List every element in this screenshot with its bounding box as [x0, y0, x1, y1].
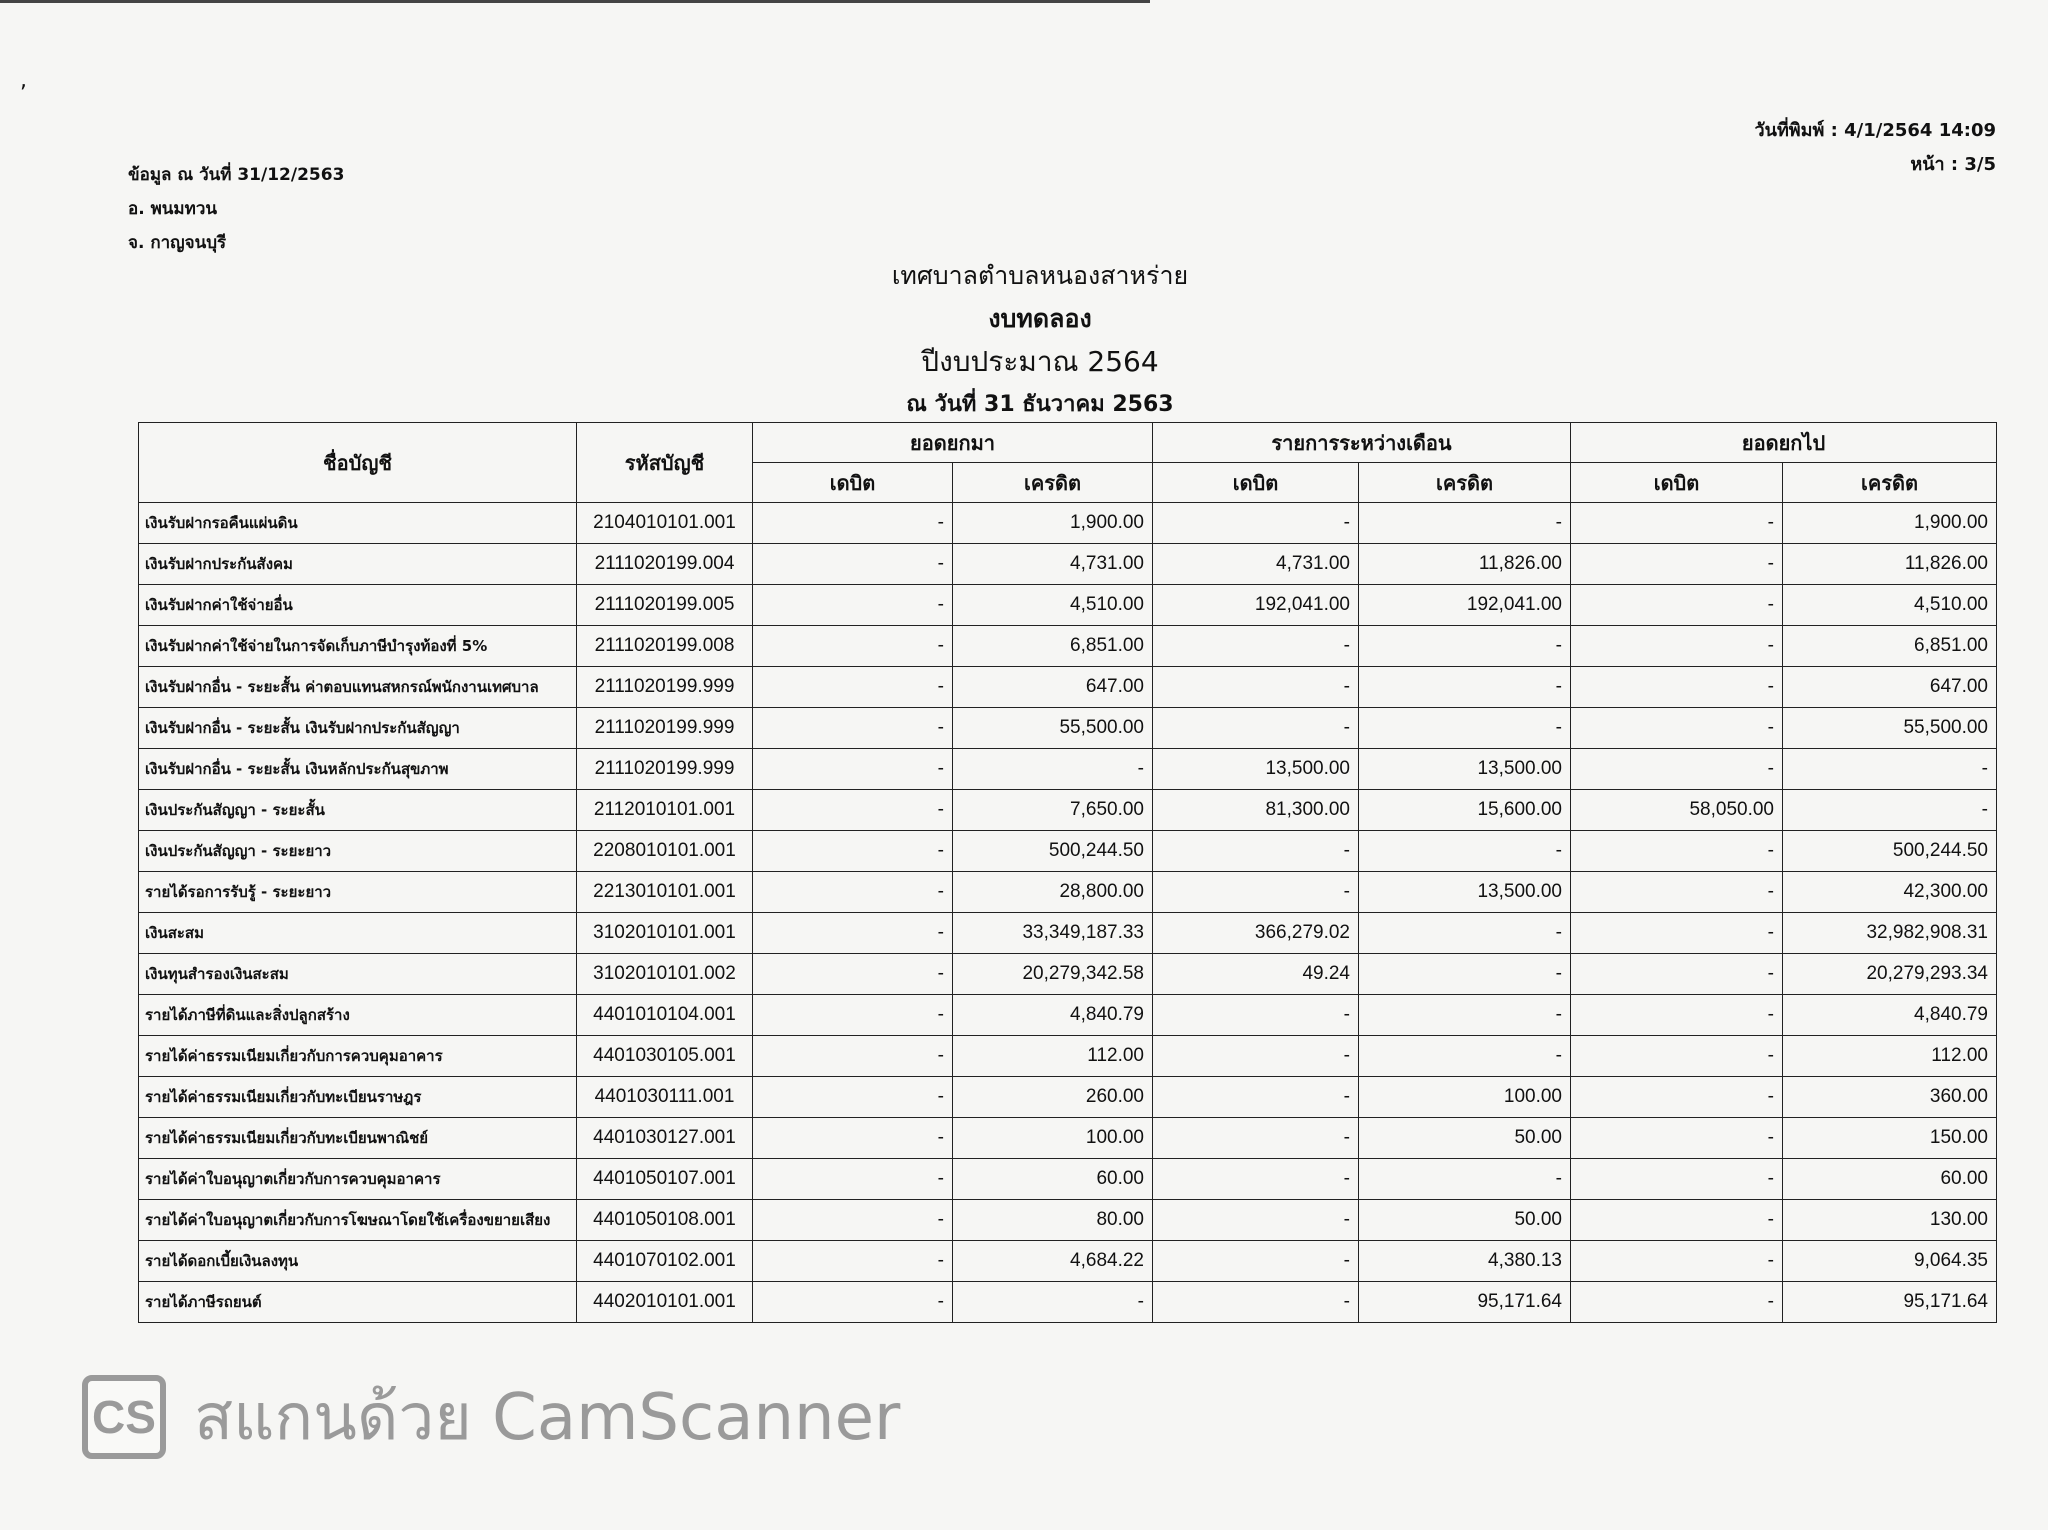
- closing-credit-cell: 32,982,908.31: [1783, 913, 1997, 954]
- closing-debit-cell: -: [1571, 1159, 1783, 1200]
- camscanner-watermark: [82, 1366, 900, 1468]
- account-code-cell: 3102010101.001: [577, 913, 753, 954]
- closing-credit-cell: -: [1783, 749, 1997, 790]
- table-row: [139, 995, 1997, 1036]
- during-debit-cell: -: [1153, 667, 1359, 708]
- closing-credit-cell: 112.00: [1783, 1036, 1997, 1077]
- account-code-cell: 4401050108.001: [577, 1200, 753, 1241]
- during-credit-cell: 13,500.00: [1359, 872, 1571, 913]
- opening-debit-cell: -: [753, 626, 953, 667]
- account-code-cell: 4402010101.001: [577, 1282, 753, 1323]
- opening-debit-cell: -: [753, 1159, 953, 1200]
- closing-credit-cell: 130.00: [1783, 1200, 1997, 1241]
- closing-credit-cell: 60.00: [1783, 1159, 1997, 1200]
- during-credit-cell: -: [1359, 503, 1571, 544]
- closing-debit-cell: -: [1571, 544, 1783, 585]
- closing-credit-cell: 20,279,293.34: [1783, 954, 1997, 995]
- during-debit-cell: -: [1153, 1159, 1359, 1200]
- table-row: [139, 667, 1997, 708]
- account-code-cell: 2111020199.999: [577, 708, 753, 749]
- account-name-cell: รายได้ค่าธรรมเนียมเกี่ยวกับทะเบียนราษฎร: [139, 1077, 577, 1118]
- table-row: [139, 913, 1997, 954]
- table-row: [139, 749, 1997, 790]
- opening-debit-cell: -: [753, 913, 953, 954]
- during-debit-cell: -: [1153, 626, 1359, 667]
- closing-debit-cell: -: [1571, 626, 1783, 667]
- during-debit-cell: 49.24: [1153, 954, 1359, 995]
- account-name-cell: รายได้ค่าธรรมเนียมเกี่ยวกับการควบคุมอาคาร: [139, 1036, 577, 1077]
- closing-debit-cell: -: [1571, 503, 1783, 544]
- table-row: [139, 1241, 1997, 1282]
- table-row: [139, 503, 1997, 544]
- account-code-cell: 2111020199.999: [577, 749, 753, 790]
- account-name-cell: เงินรับฝากอื่น - ระยะสั้น เงินรับฝากประกันสัญญา: [139, 708, 577, 749]
- opening-credit-cell: 500,244.50: [953, 831, 1153, 872]
- scan-edge-line: [0, 0, 1150, 3]
- opening-credit-cell: 260.00: [953, 1077, 1153, 1118]
- report-titles: [840, 254, 1240, 426]
- opening-credit-cell: 4,731.00: [953, 544, 1153, 585]
- closing-debit-cell: -: [1571, 667, 1783, 708]
- during-debit-cell: -: [1153, 503, 1359, 544]
- during-credit-cell: 50.00: [1359, 1118, 1571, 1159]
- account-code-cell: 2111020199.999: [577, 667, 753, 708]
- opening-credit-cell: 100.00: [953, 1118, 1153, 1159]
- account-code-cell: 2213010101.001: [577, 872, 753, 913]
- opening-debit-cell: -: [753, 1077, 953, 1118]
- opening-debit-cell: -: [753, 872, 953, 913]
- during-debit-cell: 366,279.02: [1153, 913, 1359, 954]
- closing-debit-cell: -: [1571, 749, 1783, 790]
- table-row: [139, 1159, 1997, 1200]
- account-code-cell: 4401030127.001: [577, 1118, 753, 1159]
- account-name-cell: รายได้ภาษีที่ดินและสิ่งปลูกสร้าง: [139, 995, 577, 1036]
- table-row: [139, 954, 1997, 995]
- opening-credit-cell: -: [953, 1282, 1153, 1323]
- during-credit-cell: 11,826.00: [1359, 544, 1571, 585]
- table-row: [139, 708, 1997, 749]
- closing-debit-cell: -: [1571, 1077, 1783, 1118]
- during-debit-cell: -: [1153, 708, 1359, 749]
- table-row: [139, 585, 1997, 626]
- opening-credit-cell: 28,800.00: [953, 872, 1153, 913]
- account-name-cell: เงินประกันสัญญา - ระยะสั้น: [139, 790, 577, 831]
- opening-debit-cell: -: [753, 1241, 953, 1282]
- during-debit-cell: -: [1153, 1036, 1359, 1077]
- account-name-cell: รายได้ค่าใบอนุญาตเกี่ยวกับการควบคุมอาคาร: [139, 1159, 577, 1200]
- closing-credit-cell: 4,840.79: [1783, 995, 1997, 1036]
- closing-debit-cell: -: [1571, 954, 1783, 995]
- trial-balance-table: [138, 422, 1997, 1323]
- district: อ. พนมทวน: [128, 199, 217, 219]
- closing-credit-cell: -: [1783, 790, 1997, 831]
- during-debit-cell: 13,500.00: [1153, 749, 1359, 790]
- opening-debit-cell: -: [753, 585, 953, 626]
- account-name-cell: เงินสะสม: [139, 913, 577, 954]
- during-debit-cell: 4,731.00: [1153, 544, 1359, 585]
- table-row: [139, 544, 1997, 585]
- account-code-cell: 4401030105.001: [577, 1036, 753, 1077]
- closing-credit-cell: 1,900.00: [1783, 503, 1997, 544]
- opening-debit-cell: -: [753, 749, 953, 790]
- closing-credit-cell: 11,826.00: [1783, 544, 1997, 585]
- closing-debit-cell: 58,050.00: [1571, 790, 1783, 831]
- closing-credit-cell: 42,300.00: [1783, 872, 1997, 913]
- account-code-cell: 4401070102.001: [577, 1241, 753, 1282]
- table-row: [139, 1118, 1997, 1159]
- account-code-cell: 2112010101.001: [577, 790, 753, 831]
- province: จ. กาญจนบุรี: [128, 233, 227, 253]
- opening-debit-cell: -: [753, 1282, 953, 1323]
- account-code-cell: 2208010101.001: [577, 831, 753, 872]
- scan-speck: ,: [20, 68, 27, 93]
- account-code-cell: 4401030111.001: [577, 1077, 753, 1118]
- table-row: [139, 626, 1997, 667]
- watermark-text: สแกนด้วย CamScanner: [194, 1381, 901, 1455]
- opening-credit-cell: 20,279,342.58: [953, 954, 1153, 995]
- header-opening-balance: ยอดยกมา: [753, 423, 1153, 463]
- closing-debit-cell: -: [1571, 1282, 1783, 1323]
- opening-debit-cell: -: [753, 503, 953, 544]
- account-name-cell: เงินรับฝากค่าใช้จ่ายในการจัดเก็บภาษีบำรุงท้องที่ 5%: [139, 626, 577, 667]
- header-during-month: รายการระหว่างเดือน: [1153, 423, 1571, 463]
- during-credit-cell: -: [1359, 954, 1571, 995]
- account-code-cell: 2111020199.008: [577, 626, 753, 667]
- opening-credit-cell: 80.00: [953, 1200, 1153, 1241]
- organization-name: เทศบาลตำบลหนองสาหร่าย: [891, 261, 1189, 290]
- table-row: [139, 872, 1997, 913]
- opening-credit-cell: 60.00: [953, 1159, 1153, 1200]
- header-opening-debit: เดบิต: [753, 463, 953, 503]
- fiscal-year: ปีงบประมาณ 2564: [921, 345, 1159, 378]
- report-meta-right: [1755, 114, 1996, 182]
- account-code-cell: 4401050107.001: [577, 1159, 753, 1200]
- during-debit-cell: -: [1153, 1118, 1359, 1159]
- closing-debit-cell: -: [1571, 1200, 1783, 1241]
- during-debit-cell: 81,300.00: [1153, 790, 1359, 831]
- account-name-cell: รายได้รอการรับรู้ - ระยะยาว: [139, 872, 577, 913]
- account-name-cell: เงินประกันสัญญา - ระยะยาว: [139, 831, 577, 872]
- account-name-cell: รายได้ค่าธรรมเนียมเกี่ยวกับทะเบียนพาณิชย์: [139, 1118, 577, 1159]
- header-closing-credit: เครดิต: [1783, 463, 1997, 503]
- table-row: [139, 1200, 1997, 1241]
- closing-credit-cell: 55,500.00: [1783, 708, 1997, 749]
- during-credit-cell: 4,380.13: [1359, 1241, 1571, 1282]
- closing-debit-cell: -: [1571, 1118, 1783, 1159]
- table-row: [139, 1077, 1997, 1118]
- opening-debit-cell: -: [753, 544, 953, 585]
- closing-debit-cell: -: [1571, 585, 1783, 626]
- table-row: [139, 831, 1997, 872]
- opening-credit-cell: 4,510.00: [953, 585, 1153, 626]
- header-account-name: ชื่อบัญชี: [139, 423, 577, 503]
- closing-debit-cell: -: [1571, 831, 1783, 872]
- account-code-cell: 2104010101.001: [577, 503, 753, 544]
- opening-debit-cell: -: [753, 667, 953, 708]
- opening-credit-cell: 7,650.00: [953, 790, 1153, 831]
- account-name-cell: เงินรับฝากอื่น - ระยะสั้น ค่าตอบแทนสหกรณ์พนักงานเทศบาล: [139, 667, 577, 708]
- during-credit-cell: -: [1359, 626, 1571, 667]
- header-row-groups: [139, 423, 1997, 463]
- closing-credit-cell: 4,510.00: [1783, 585, 1997, 626]
- during-credit-cell: -: [1359, 708, 1571, 749]
- during-credit-cell: -: [1359, 1036, 1571, 1077]
- during-credit-cell: 15,600.00: [1359, 790, 1571, 831]
- during-debit-cell: -: [1153, 831, 1359, 872]
- table-row: [139, 1036, 1997, 1077]
- opening-debit-cell: -: [753, 1118, 953, 1159]
- report-meta-left: [128, 158, 344, 260]
- header-during-credit: เครดิต: [1359, 463, 1571, 503]
- account-code-cell: 2111020199.005: [577, 585, 753, 626]
- opening-debit-cell: -: [753, 1036, 953, 1077]
- during-credit-cell: 50.00: [1359, 1200, 1571, 1241]
- closing-debit-cell: -: [1571, 1036, 1783, 1077]
- closing-credit-cell: 647.00: [1783, 667, 1997, 708]
- during-credit-cell: -: [1359, 667, 1571, 708]
- header-closing-balance: ยอดยกไป: [1571, 423, 1997, 463]
- opening-credit-cell: -: [953, 749, 1153, 790]
- closing-debit-cell: -: [1571, 913, 1783, 954]
- account-name-cell: รายได้ดอกเบี้ยเงินลงทุน: [139, 1241, 577, 1282]
- during-debit-cell: -: [1153, 872, 1359, 913]
- account-code-cell: 3102010101.002: [577, 954, 753, 995]
- opening-credit-cell: 112.00: [953, 1036, 1153, 1077]
- opening-credit-cell: 55,500.00: [953, 708, 1153, 749]
- closing-credit-cell: 9,064.35: [1783, 1241, 1997, 1282]
- during-credit-cell: -: [1359, 995, 1571, 1036]
- header-during-debit: เดบิต: [1153, 463, 1359, 503]
- during-credit-cell: 13,500.00: [1359, 749, 1571, 790]
- account-name-cell: รายได้ค่าใบอนุญาตเกี่ยวกับการโฆษณาโดยใช้เครื่องขยายเสียง: [139, 1200, 577, 1241]
- camscanner-logo-icon: CS: [82, 1375, 166, 1459]
- account-code-cell: 2111020199.004: [577, 544, 753, 585]
- opening-debit-cell: -: [753, 708, 953, 749]
- closing-debit-cell: -: [1571, 995, 1783, 1036]
- opening-credit-cell: 33,349,187.33: [953, 913, 1153, 954]
- during-debit-cell: -: [1153, 995, 1359, 1036]
- opening-debit-cell: -: [753, 831, 953, 872]
- account-code-cell: 4401010104.001: [577, 995, 753, 1036]
- account-name-cell: เงินรับฝากรอคืนแผ่นดิน: [139, 503, 577, 544]
- opening-credit-cell: 4,840.79: [953, 995, 1153, 1036]
- during-debit-cell: -: [1153, 1077, 1359, 1118]
- during-credit-cell: 192,041.00: [1359, 585, 1571, 626]
- during-credit-cell: -: [1359, 913, 1571, 954]
- closing-credit-cell: 95,171.64: [1783, 1282, 1997, 1323]
- header-closing-debit: เดบิต: [1571, 463, 1783, 503]
- closing-credit-cell: 150.00: [1783, 1118, 1997, 1159]
- opening-credit-cell: 4,684.22: [953, 1241, 1153, 1282]
- during-debit-cell: -: [1153, 1241, 1359, 1282]
- header-opening-credit: เครดิต: [953, 463, 1153, 503]
- header-account-code: รหัสบัญชี: [577, 423, 753, 503]
- during-debit-cell: -: [1153, 1200, 1359, 1241]
- opening-debit-cell: -: [753, 995, 953, 1036]
- table-row: [139, 790, 1997, 831]
- account-name-cell: เงินรับฝากอื่น - ระยะสั้น เงินหลักประกันสุขภาพ: [139, 749, 577, 790]
- opening-credit-cell: 1,900.00: [953, 503, 1153, 544]
- during-debit-cell: -: [1153, 1282, 1359, 1323]
- closing-debit-cell: -: [1571, 872, 1783, 913]
- print-date: วันที่พิมพ์ : 4/1/2564 14:09: [1754, 120, 1996, 141]
- opening-debit-cell: -: [753, 1200, 953, 1241]
- table-row: [139, 1282, 1997, 1323]
- account-name-cell: เงินทุนสำรองเงินสะสม: [139, 954, 577, 995]
- closing-debit-cell: -: [1571, 708, 1783, 749]
- data-as-of: ข้อมูล ณ วันที่ 31/12/2563: [128, 165, 345, 185]
- closing-credit-cell: 500,244.50: [1783, 831, 1997, 872]
- ledger-body: [139, 503, 1997, 1323]
- account-name-cell: เงินรับฝากค่าใช้จ่ายอื่น: [139, 585, 577, 626]
- closing-debit-cell: -: [1571, 1241, 1783, 1282]
- report-title: งบทดลอง: [988, 304, 1092, 333]
- page-number: หน้า : 3/5: [1910, 154, 1996, 175]
- opening-credit-cell: 647.00: [953, 667, 1153, 708]
- closing-credit-cell: 360.00: [1783, 1077, 1997, 1118]
- opening-debit-cell: -: [753, 954, 953, 995]
- during-debit-cell: 192,041.00: [1153, 585, 1359, 626]
- closing-credit-cell: 6,851.00: [1783, 626, 1997, 667]
- account-name-cell: เงินรับฝากประกันสังคม: [139, 544, 577, 585]
- during-credit-cell: -: [1359, 831, 1571, 872]
- during-credit-cell: -: [1359, 1159, 1571, 1200]
- during-credit-cell: 100.00: [1359, 1077, 1571, 1118]
- opening-credit-cell: 6,851.00: [953, 626, 1153, 667]
- during-credit-cell: 95,171.64: [1359, 1282, 1571, 1323]
- as-of-date: ณ วันที่ 31 ธันวาคม 2563: [906, 392, 1174, 417]
- opening-debit-cell: -: [753, 790, 953, 831]
- account-name-cell: รายได้ภาษีรถยนต์: [139, 1282, 577, 1323]
